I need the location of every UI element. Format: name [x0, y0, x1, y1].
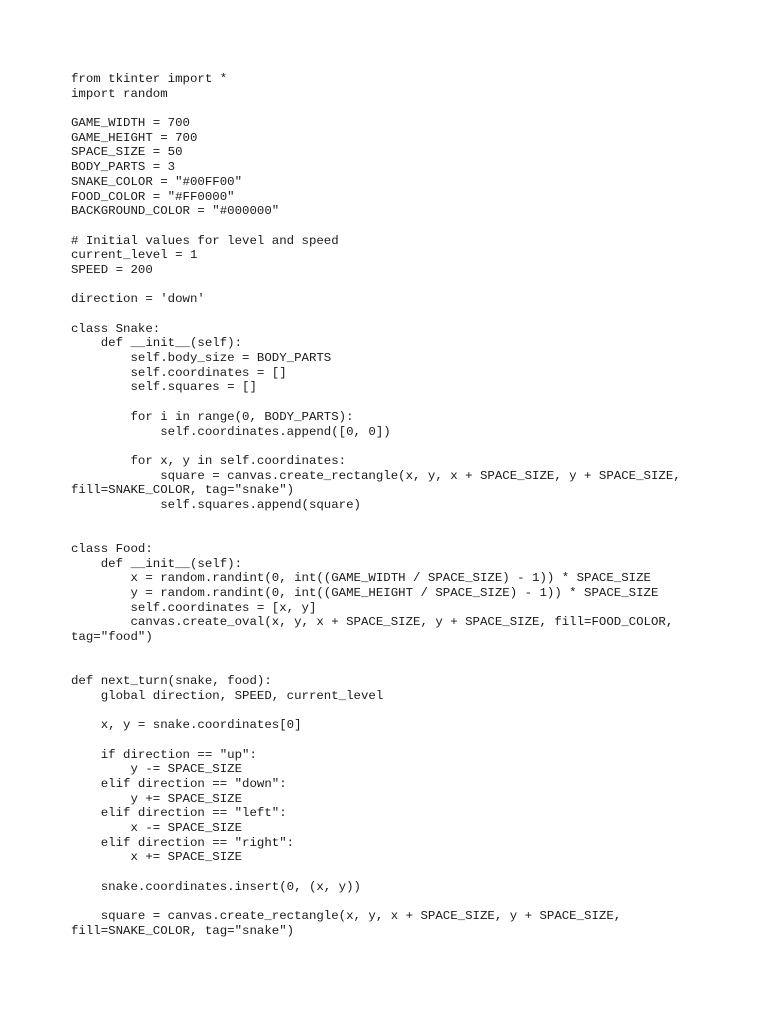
code-line: class Food: [71, 542, 153, 556]
code-line: global direction, SPEED, current_level [71, 688, 384, 703]
code-line [71, 101, 751, 116]
code-line: snake.coordinates.insert(0, (x, y)) [71, 879, 361, 894]
code-line: self.body_size = BODY_PARTS [71, 351, 332, 366]
code-line [71, 307, 751, 322]
code-line [71, 704, 751, 719]
code-line: fill=SNAKE_COLOR, tag="snake") [71, 923, 295, 938]
code-line: import random [71, 86, 168, 101]
code-line: x = random.randint(0, int((GAME_WIDTH / SPACE_SIZE) - 1)) * SPACE_SIZE [71, 571, 651, 586]
code-line: elif direction == "right": [71, 835, 295, 850]
code-line: y = random.randint(0, int((GAME_HEIGHT / SPACE_SIZE) - 1)) * SPACE_SIZE [71, 586, 659, 601]
code-line: class Snake: [71, 321, 161, 336]
code-line: for x, y in self.coordinates: [71, 453, 347, 468]
code-line: self.coordinates.append([0, 0]) [71, 424, 391, 439]
code-line: SNAKE_COLOR = "#00FF00" [71, 174, 243, 189]
code-line: self.squares.append(square) [71, 497, 361, 512]
code-line: elif direction == "left": [71, 806, 287, 821]
code-line: self.squares = [] [71, 380, 257, 395]
code-line: direction = 'down' [71, 292, 205, 307]
code-line: def __init__(self): [71, 336, 243, 351]
code-line: BACKGROUND_COLOR = "#000000" [71, 204, 280, 219]
code-line: SPEED = 200 [71, 262, 153, 277]
code-line: y -= SPACE_SIZE [71, 762, 243, 777]
code-line [71, 219, 751, 234]
code-line: SPACE_SIZE = 50 [71, 145, 183, 160]
code-line: self.coordinates = [] [71, 365, 287, 380]
code-line: square = canvas.create_rectangle(x, y, x + SPACE_SIZE, y + SPACE_SIZE, [71, 468, 681, 483]
code-line [71, 895, 751, 910]
code-block [71, 72, 751, 939]
code-line: current_level = 1 [71, 248, 198, 263]
code-line [71, 513, 751, 528]
code-line: self.coordinates = [x, y] [71, 600, 317, 615]
code-line: def next_turn(snake, food): [71, 674, 272, 689]
code-line: FOOD_COLOR = "#FF0000" [71, 189, 235, 204]
code-line [71, 395, 751, 410]
code-line: GAME_HEIGHT = 700 [71, 130, 198, 145]
code-line: x, y = snake.coordinates[0] [71, 718, 302, 733]
code-line: for i in range(0, BODY_PARTS): [71, 409, 354, 424]
code-line: x -= SPACE_SIZE [71, 821, 243, 836]
code-line [71, 278, 751, 293]
code-line: tag="food") [71, 630, 153, 645]
code-line: canvas.create_oval(x, y, x + SPACE_SIZE, y + SPACE_SIZE, fill=FOOD_COLOR, [71, 615, 674, 630]
code-line: if direction == "up": [71, 747, 257, 762]
code-line [71, 645, 751, 660]
code-line: # Initial values for level and speed [71, 233, 339, 248]
code-line: square = canvas.create_rectangle(x, y, x + SPACE_SIZE, y + SPACE_SIZE, [71, 909, 622, 924]
code-line [71, 527, 751, 542]
code-line: from tkinter import * [71, 72, 228, 86]
code-line: fill=SNAKE_COLOR, tag="snake") [71, 483, 295, 498]
code-line [71, 865, 751, 880]
code-line [71, 439, 751, 454]
code-line: def __init__(self): [71, 556, 243, 571]
code-line [71, 733, 751, 748]
code-line: GAME_WIDTH = 700 [71, 116, 190, 131]
code-line [71, 660, 751, 675]
code-line: elif direction == "down": [71, 777, 287, 791]
code-line: y += SPACE_SIZE [71, 791, 243, 806]
code-line: BODY_PARTS = 3 [71, 160, 176, 175]
code-line: x += SPACE_SIZE [71, 850, 243, 865]
